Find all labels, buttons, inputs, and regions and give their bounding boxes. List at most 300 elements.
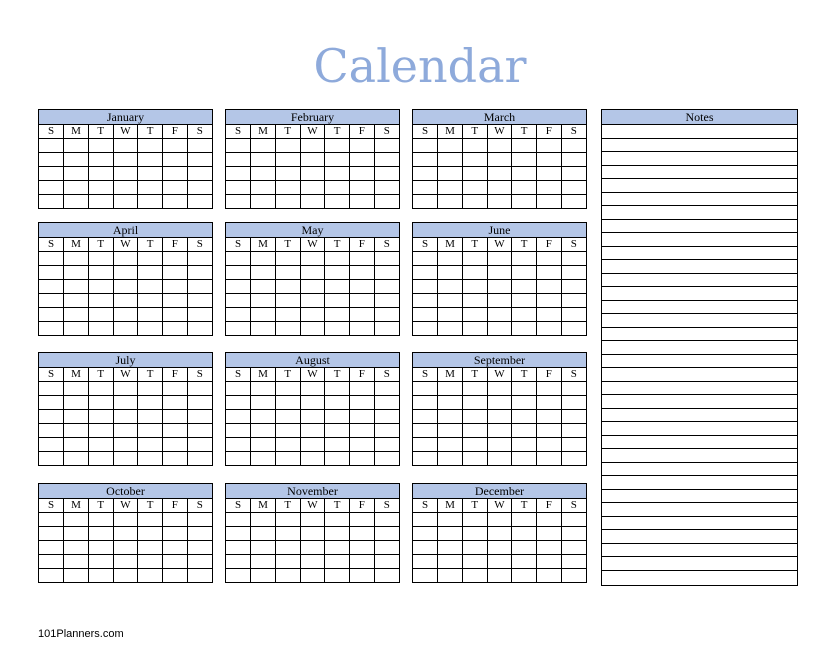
date-cell[interactable] [413, 153, 438, 167]
date-cell[interactable] [561, 181, 586, 195]
date-cell[interactable] [413, 139, 438, 153]
date-cell[interactable] [325, 266, 350, 280]
date-cell[interactable] [413, 541, 438, 555]
date-cell[interactable] [438, 569, 463, 583]
date-cell[interactable] [226, 294, 251, 308]
date-cell[interactable] [64, 569, 89, 583]
date-cell[interactable] [187, 555, 212, 569]
date-cell[interactable] [438, 555, 463, 569]
date-cell[interactable] [138, 139, 163, 153]
date-cell[interactable] [113, 266, 138, 280]
date-cell[interactable] [537, 410, 562, 424]
date-cell[interactable] [251, 195, 276, 209]
date-cell[interactable] [462, 569, 487, 583]
notes-line[interactable] [602, 571, 797, 585]
date-cell[interactable] [325, 410, 350, 424]
notes-line[interactable] [602, 314, 797, 328]
date-cell[interactable] [561, 308, 586, 322]
date-cell[interactable] [561, 266, 586, 280]
notes-line[interactable] [602, 260, 797, 274]
date-cell[interactable] [537, 252, 562, 266]
date-cell[interactable] [187, 438, 212, 452]
date-cell[interactable] [462, 438, 487, 452]
date-cell[interactable] [462, 294, 487, 308]
date-cell[interactable] [113, 452, 138, 466]
date-cell[interactable] [413, 382, 438, 396]
date-cell[interactable] [138, 424, 163, 438]
date-cell[interactable] [413, 396, 438, 410]
date-cell[interactable] [413, 280, 438, 294]
date-cell[interactable] [350, 322, 375, 336]
date-cell[interactable] [325, 396, 350, 410]
notes-line[interactable] [602, 301, 797, 315]
date-cell[interactable] [487, 382, 512, 396]
date-cell[interactable] [300, 410, 325, 424]
date-cell[interactable] [487, 181, 512, 195]
date-cell[interactable] [138, 153, 163, 167]
date-cell[interactable] [251, 555, 276, 569]
date-cell[interactable] [325, 555, 350, 569]
date-cell[interactable] [350, 424, 375, 438]
date-cell[interactable] [187, 153, 212, 167]
date-cell[interactable] [138, 266, 163, 280]
date-cell[interactable] [413, 424, 438, 438]
date-cell[interactable] [537, 280, 562, 294]
date-cell[interactable] [374, 308, 399, 322]
date-cell[interactable] [462, 555, 487, 569]
date-cell[interactable] [138, 167, 163, 181]
date-cell[interactable] [39, 527, 64, 541]
date-cell[interactable] [537, 266, 562, 280]
notes-line[interactable] [602, 139, 797, 153]
date-cell[interactable] [512, 396, 537, 410]
date-cell[interactable] [350, 308, 375, 322]
date-cell[interactable] [350, 252, 375, 266]
date-cell[interactable] [438, 410, 463, 424]
date-cell[interactable] [537, 308, 562, 322]
date-cell[interactable] [88, 424, 113, 438]
date-cell[interactable] [537, 438, 562, 452]
notes-line[interactable] [602, 152, 797, 166]
date-cell[interactable] [113, 294, 138, 308]
date-cell[interactable] [275, 569, 300, 583]
date-cell[interactable] [64, 541, 89, 555]
date-cell[interactable] [325, 382, 350, 396]
date-cell[interactable] [138, 181, 163, 195]
date-cell[interactable] [275, 195, 300, 209]
notes-line[interactable] [602, 166, 797, 180]
date-cell[interactable] [438, 438, 463, 452]
date-cell[interactable] [113, 252, 138, 266]
date-cell[interactable] [325, 527, 350, 541]
date-cell[interactable] [275, 322, 300, 336]
date-cell[interactable] [88, 195, 113, 209]
date-cell[interactable] [187, 569, 212, 583]
date-cell[interactable] [300, 167, 325, 181]
date-cell[interactable] [138, 280, 163, 294]
date-cell[interactable] [300, 424, 325, 438]
date-cell[interactable] [561, 153, 586, 167]
date-cell[interactable] [374, 195, 399, 209]
date-cell[interactable] [251, 452, 276, 466]
date-cell[interactable] [226, 555, 251, 569]
date-cell[interactable] [300, 153, 325, 167]
date-cell[interactable] [39, 452, 64, 466]
date-cell[interactable] [275, 266, 300, 280]
notes-line[interactable] [602, 287, 797, 301]
date-cell[interactable] [438, 167, 463, 181]
date-cell[interactable] [537, 569, 562, 583]
date-cell[interactable] [39, 410, 64, 424]
date-cell[interactable] [187, 181, 212, 195]
date-cell[interactable] [64, 322, 89, 336]
date-cell[interactable] [275, 555, 300, 569]
date-cell[interactable] [138, 396, 163, 410]
date-cell[interactable] [163, 382, 188, 396]
date-cell[interactable] [325, 513, 350, 527]
date-cell[interactable] [512, 266, 537, 280]
date-cell[interactable] [275, 410, 300, 424]
date-cell[interactable] [374, 438, 399, 452]
date-cell[interactable] [275, 424, 300, 438]
date-cell[interactable] [462, 541, 487, 555]
notes-line[interactable] [602, 395, 797, 409]
date-cell[interactable] [300, 308, 325, 322]
date-cell[interactable] [512, 153, 537, 167]
date-cell[interactable] [512, 541, 537, 555]
date-cell[interactable] [512, 280, 537, 294]
date-cell[interactable] [462, 410, 487, 424]
date-cell[interactable] [413, 181, 438, 195]
date-cell[interactable] [39, 266, 64, 280]
notes-line[interactable] [602, 341, 797, 355]
date-cell[interactable] [64, 410, 89, 424]
date-cell[interactable] [374, 181, 399, 195]
date-cell[interactable] [88, 167, 113, 181]
date-cell[interactable] [39, 322, 64, 336]
date-cell[interactable] [487, 513, 512, 527]
date-cell[interactable] [512, 569, 537, 583]
date-cell[interactable] [350, 555, 375, 569]
date-cell[interactable] [187, 396, 212, 410]
date-cell[interactable] [462, 280, 487, 294]
date-cell[interactable] [187, 266, 212, 280]
date-cell[interactable] [163, 569, 188, 583]
date-cell[interactable] [512, 322, 537, 336]
date-cell[interactable] [487, 153, 512, 167]
date-cell[interactable] [487, 139, 512, 153]
date-cell[interactable] [275, 153, 300, 167]
date-cell[interactable] [113, 153, 138, 167]
date-cell[interactable] [163, 452, 188, 466]
date-cell[interactable] [187, 195, 212, 209]
date-cell[interactable] [251, 396, 276, 410]
date-cell[interactable] [39, 280, 64, 294]
date-cell[interactable] [88, 294, 113, 308]
notes-line[interactable] [602, 382, 797, 396]
date-cell[interactable] [438, 424, 463, 438]
date-cell[interactable] [462, 382, 487, 396]
date-cell[interactable] [88, 527, 113, 541]
date-cell[interactable] [88, 555, 113, 569]
date-cell[interactable] [487, 410, 512, 424]
date-cell[interactable] [462, 167, 487, 181]
date-cell[interactable] [39, 294, 64, 308]
date-cell[interactable] [64, 555, 89, 569]
date-cell[interactable] [163, 280, 188, 294]
date-cell[interactable] [64, 167, 89, 181]
date-cell[interactable] [374, 541, 399, 555]
date-cell[interactable] [275, 181, 300, 195]
date-cell[interactable] [374, 410, 399, 424]
date-cell[interactable] [226, 424, 251, 438]
date-cell[interactable] [39, 382, 64, 396]
date-cell[interactable] [163, 167, 188, 181]
date-cell[interactable] [88, 410, 113, 424]
date-cell[interactable] [300, 527, 325, 541]
notes-line[interactable] [602, 436, 797, 450]
date-cell[interactable] [39, 308, 64, 322]
date-cell[interactable] [300, 452, 325, 466]
date-cell[interactable] [350, 280, 375, 294]
notes-line[interactable] [602, 274, 797, 288]
date-cell[interactable] [413, 266, 438, 280]
date-cell[interactable] [350, 167, 375, 181]
date-cell[interactable] [88, 541, 113, 555]
date-cell[interactable] [325, 569, 350, 583]
date-cell[interactable] [113, 555, 138, 569]
date-cell[interactable] [325, 452, 350, 466]
date-cell[interactable] [350, 569, 375, 583]
date-cell[interactable] [275, 252, 300, 266]
date-cell[interactable] [561, 513, 586, 527]
date-cell[interactable] [64, 195, 89, 209]
date-cell[interactable] [561, 424, 586, 438]
notes-line[interactable] [602, 463, 797, 477]
notes-line[interactable] [602, 368, 797, 382]
date-cell[interactable] [561, 541, 586, 555]
date-cell[interactable] [487, 294, 512, 308]
date-cell[interactable] [413, 308, 438, 322]
date-cell[interactable] [251, 252, 276, 266]
date-cell[interactable] [251, 541, 276, 555]
date-cell[interactable] [64, 252, 89, 266]
date-cell[interactable] [487, 308, 512, 322]
date-cell[interactable] [138, 195, 163, 209]
date-cell[interactable] [350, 438, 375, 452]
notes-line[interactable] [602, 355, 797, 369]
date-cell[interactable] [462, 396, 487, 410]
date-cell[interactable] [300, 382, 325, 396]
date-cell[interactable] [512, 308, 537, 322]
date-cell[interactable] [438, 252, 463, 266]
date-cell[interactable] [438, 139, 463, 153]
date-cell[interactable] [64, 139, 89, 153]
notes-line[interactable] [602, 328, 797, 342]
date-cell[interactable] [226, 541, 251, 555]
date-cell[interactable] [251, 153, 276, 167]
date-cell[interactable] [325, 294, 350, 308]
date-cell[interactable] [64, 396, 89, 410]
date-cell[interactable] [275, 513, 300, 527]
notes-line[interactable] [602, 193, 797, 207]
date-cell[interactable] [138, 555, 163, 569]
date-cell[interactable] [561, 382, 586, 396]
date-cell[interactable] [88, 280, 113, 294]
date-cell[interactable] [462, 513, 487, 527]
date-cell[interactable] [512, 410, 537, 424]
date-cell[interactable] [350, 452, 375, 466]
date-cell[interactable] [163, 181, 188, 195]
date-cell[interactable] [138, 382, 163, 396]
date-cell[interactable] [374, 252, 399, 266]
date-cell[interactable] [537, 396, 562, 410]
date-cell[interactable] [300, 195, 325, 209]
date-cell[interactable] [413, 322, 438, 336]
date-cell[interactable] [487, 555, 512, 569]
date-cell[interactable] [325, 195, 350, 209]
date-cell[interactable] [113, 569, 138, 583]
date-cell[interactable] [163, 527, 188, 541]
date-cell[interactable] [163, 555, 188, 569]
date-cell[interactable] [462, 153, 487, 167]
date-cell[interactable] [537, 555, 562, 569]
date-cell[interactable] [187, 294, 212, 308]
date-cell[interactable] [187, 322, 212, 336]
date-cell[interactable] [438, 382, 463, 396]
date-cell[interactable] [226, 410, 251, 424]
date-cell[interactable] [275, 541, 300, 555]
date-cell[interactable] [512, 294, 537, 308]
date-cell[interactable] [300, 569, 325, 583]
date-cell[interactable] [187, 513, 212, 527]
date-cell[interactable] [438, 308, 463, 322]
date-cell[interactable] [561, 280, 586, 294]
date-cell[interactable] [374, 396, 399, 410]
date-cell[interactable] [64, 424, 89, 438]
notes-line[interactable] [602, 557, 797, 571]
date-cell[interactable] [113, 527, 138, 541]
date-cell[interactable] [275, 139, 300, 153]
date-cell[interactable] [561, 252, 586, 266]
date-cell[interactable] [39, 195, 64, 209]
date-cell[interactable] [537, 513, 562, 527]
date-cell[interactable] [512, 424, 537, 438]
notes-line[interactable] [602, 220, 797, 234]
notes-line[interactable] [602, 233, 797, 247]
date-cell[interactable] [64, 438, 89, 452]
date-cell[interactable] [39, 424, 64, 438]
date-cell[interactable] [138, 438, 163, 452]
date-cell[interactable] [561, 294, 586, 308]
date-cell[interactable] [413, 438, 438, 452]
date-cell[interactable] [187, 280, 212, 294]
date-cell[interactable] [138, 294, 163, 308]
date-cell[interactable] [438, 294, 463, 308]
date-cell[interactable] [300, 139, 325, 153]
date-cell[interactable] [438, 541, 463, 555]
date-cell[interactable] [88, 396, 113, 410]
date-cell[interactable] [163, 195, 188, 209]
notes-line[interactable] [602, 503, 797, 517]
date-cell[interactable] [350, 266, 375, 280]
date-cell[interactable] [487, 266, 512, 280]
date-cell[interactable] [300, 541, 325, 555]
date-cell[interactable] [187, 452, 212, 466]
date-cell[interactable] [438, 396, 463, 410]
date-cell[interactable] [374, 555, 399, 569]
date-cell[interactable] [462, 424, 487, 438]
date-cell[interactable] [561, 410, 586, 424]
date-cell[interactable] [64, 294, 89, 308]
date-cell[interactable] [438, 195, 463, 209]
date-cell[interactable] [251, 266, 276, 280]
date-cell[interactable] [138, 541, 163, 555]
date-cell[interactable] [226, 181, 251, 195]
date-cell[interactable] [462, 181, 487, 195]
date-cell[interactable] [64, 308, 89, 322]
date-cell[interactable] [64, 452, 89, 466]
notes-line[interactable] [602, 530, 797, 544]
date-cell[interactable] [64, 527, 89, 541]
date-cell[interactable] [187, 424, 212, 438]
date-cell[interactable] [275, 294, 300, 308]
date-cell[interactable] [438, 527, 463, 541]
date-cell[interactable] [537, 139, 562, 153]
date-cell[interactable] [163, 308, 188, 322]
date-cell[interactable] [350, 195, 375, 209]
date-cell[interactable] [537, 527, 562, 541]
date-cell[interactable] [438, 452, 463, 466]
date-cell[interactable] [413, 167, 438, 181]
date-cell[interactable] [113, 513, 138, 527]
date-cell[interactable] [88, 153, 113, 167]
date-cell[interactable] [438, 153, 463, 167]
date-cell[interactable] [462, 308, 487, 322]
date-cell[interactable] [487, 252, 512, 266]
date-cell[interactable] [39, 396, 64, 410]
date-cell[interactable] [113, 280, 138, 294]
notes-line[interactable] [602, 490, 797, 504]
date-cell[interactable] [537, 181, 562, 195]
date-cell[interactable] [163, 294, 188, 308]
date-cell[interactable] [350, 153, 375, 167]
date-cell[interactable] [413, 410, 438, 424]
date-cell[interactable] [350, 527, 375, 541]
date-cell[interactable] [39, 569, 64, 583]
date-cell[interactable] [88, 569, 113, 583]
notes-line[interactable] [602, 544, 797, 558]
date-cell[interactable] [251, 527, 276, 541]
date-cell[interactable] [374, 569, 399, 583]
date-cell[interactable] [374, 280, 399, 294]
date-cell[interactable] [251, 280, 276, 294]
date-cell[interactable] [88, 308, 113, 322]
date-cell[interactable] [113, 167, 138, 181]
date-cell[interactable] [275, 438, 300, 452]
date-cell[interactable] [88, 438, 113, 452]
date-cell[interactable] [512, 513, 537, 527]
date-cell[interactable] [374, 167, 399, 181]
date-cell[interactable] [537, 167, 562, 181]
date-cell[interactable] [537, 195, 562, 209]
date-cell[interactable] [537, 382, 562, 396]
date-cell[interactable] [226, 569, 251, 583]
date-cell[interactable] [251, 167, 276, 181]
date-cell[interactable] [325, 322, 350, 336]
date-cell[interactable] [325, 438, 350, 452]
date-cell[interactable] [163, 139, 188, 153]
